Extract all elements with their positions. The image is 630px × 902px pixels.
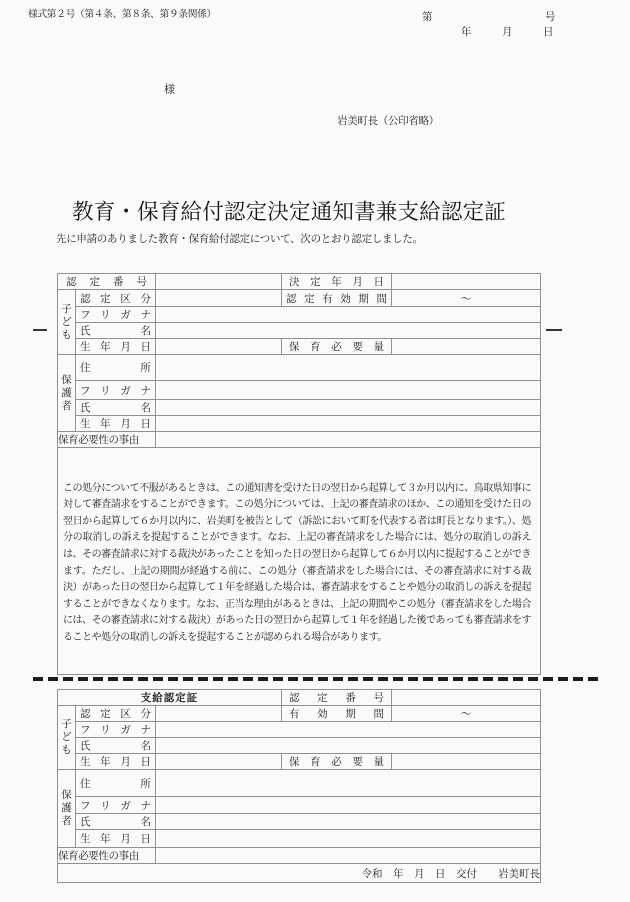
table-row: [58, 355, 541, 381]
care-reason-value: [156, 432, 541, 448]
guardian-name-label-cell: 氏 名: [76, 814, 156, 830]
child-birthdate-value: [156, 339, 282, 355]
valid-period-label-cell: 有 効 期 間: [282, 706, 392, 722]
guardian-birthdate-value: [156, 416, 541, 432]
cert-number-label-cell: 認 定 番 号: [282, 690, 392, 706]
certificate-table: [57, 689, 541, 883]
cut-line: [33, 677, 603, 681]
date-month-label: 月: [502, 26, 513, 38]
table-row: [58, 864, 541, 883]
table-row: [58, 339, 541, 355]
child-furigana-value: [156, 307, 541, 323]
table-row: [58, 738, 541, 754]
care-reason-label-cell: 保育必要性の事由: [58, 432, 156, 448]
addressee-honorific: 様: [164, 84, 175, 96]
child-birthdate-label-cell: 生 年 月 日: [76, 339, 156, 355]
category-label-cell: 認 定 区 分: [76, 290, 156, 307]
guardian-furigana-label-cell: フ リ ガ ナ: [76, 381, 156, 400]
doc-number-prefix: 第: [422, 11, 433, 23]
table-row: [58, 722, 541, 738]
category-value: [156, 290, 282, 307]
doc-number-suffix: 号: [545, 11, 556, 23]
decision-date-label-cell: 決 定 年 月 日: [282, 274, 392, 290]
issuer-name: 岩美町長（公印省略）: [337, 115, 439, 127]
child-group-label: 子 ど も: [58, 706, 76, 770]
guardian-birthdate-value: [156, 830, 541, 848]
table-row: [58, 381, 541, 400]
table-row: [58, 448, 541, 675]
child-furigana-label-cell: フ リ ガ ナ: [76, 722, 156, 738]
table-row: [58, 432, 541, 448]
appeal-notice-text: この処分について不服があるときは、この通知書を受けた日の翌日から起算して３か月以内に、鳥取県知事に対して審査請求をすることができます。この処分については、上記の審査請求のほか、この通知を受けた日の翌日から起算して６か月以内に、岩美町を被告として（訴訟において町を代表する者は町長となります。）、処分の取消しの訴えを提起することができます。なお、上記の審査請求をした場合には、処分の取消しの訴えは、その審査請求に対する裁決があったことを知った日の翌日から起算して６か月以内に提起することができます。ただし、上記の期間が経過する前に、この処分（審査請求をした場合には、その審査請求に対する裁決）があった日の翌日から起算して１年を経過した場合は、審査請求をすることや処分の取消しの訴えを提起することができなくなります。なお、正当な理由があるときは、上記の期間やこの処分（審査請求をした場合には、その審査請求に対する裁決）があった日の翌日から起算して１年を経過した後であっても審査請求をすることや処分の取消しの訴えを提起することが認められる場合があります。: [63, 482, 531, 643]
table-row: [58, 814, 541, 830]
guardian-furigana-label-cell: フ リ ガ ナ: [76, 797, 156, 814]
guardian-furigana-value: [156, 797, 541, 814]
guardian-group-label: 保 護 者: [58, 770, 76, 848]
binding-mark-left: [33, 329, 47, 331]
care-amount-value: [392, 339, 541, 355]
care-reason-label-cell: 保育必要性の事由: [58, 848, 156, 864]
issue-line: 令和 年 月 日 交付 岩美町長: [58, 864, 541, 883]
guardian-address-label-cell: 住 所: [76, 355, 156, 381]
guardian-address-value: [156, 355, 541, 381]
category-value: [156, 706, 282, 722]
guardian-name-label-cell: 氏 名: [76, 400, 156, 416]
child-birthdate-value: [156, 754, 282, 770]
table-row: [58, 416, 541, 432]
valid-period-value: ～: [392, 706, 541, 722]
child-name-value: [156, 323, 541, 339]
guardian-birthdate-label-cell: 生 年 月 日: [76, 416, 156, 432]
guardian-address-label-cell: 住 所: [76, 770, 156, 797]
table-row: [58, 323, 541, 339]
decision-date-value: [392, 274, 541, 290]
certificate-heading: 支給認定証: [58, 690, 282, 706]
lead-sentence: 先に申請のありました教育・保育給付認定について、次のとおり認定しました。: [56, 233, 423, 245]
guardian-name-value: [156, 400, 541, 416]
form-reference: 様式第２号（第４条、第８条、第９条関係）: [28, 9, 216, 20]
table-row: [58, 797, 541, 814]
child-furigana-label-cell: フ リ ガ ナ: [76, 307, 156, 323]
table-row: [58, 400, 541, 416]
table-row: [58, 848, 541, 864]
guardian-furigana-value: [156, 381, 541, 400]
guardian-group-label: 保 護 者: [58, 355, 76, 432]
notice-table: [57, 273, 541, 675]
table-row: [58, 307, 541, 323]
guardian-address-value: [156, 770, 541, 797]
cert-number-value: [392, 690, 541, 706]
date-year-label: 年: [461, 26, 472, 38]
child-birthdate-label-cell: 生 年 月 日: [76, 754, 156, 770]
child-furigana-value: [156, 722, 541, 738]
child-name-label-cell: 氏 名: [76, 323, 156, 339]
valid-period-label-cell: 認 定 有 効 期 間: [282, 290, 392, 307]
table-row: [58, 690, 541, 706]
table-row: [58, 706, 541, 722]
child-name-label-cell: 氏 名: [76, 738, 156, 754]
valid-period-value: ～: [392, 290, 541, 307]
child-group-label: 子 ど も: [58, 290, 76, 355]
care-reason-value: [156, 848, 541, 864]
date-day-label: 日: [543, 26, 554, 38]
table-row: [58, 830, 541, 848]
appeal-notice-cell: [58, 448, 541, 675]
care-amount-label-cell: 保 育 必 要 量: [282, 339, 392, 355]
category-label-cell: 認 定 区 分: [76, 706, 156, 722]
guardian-name-value: [156, 814, 541, 830]
binding-mark-right: [546, 329, 562, 331]
table-row: [58, 770, 541, 797]
care-amount-value: [392, 754, 541, 770]
guardian-birthdate-label-cell: 生 年 月 日: [76, 830, 156, 848]
child-name-value: [156, 738, 541, 754]
page-title: 教育・保育給付認定決定通知書兼支給認定証: [72, 200, 507, 224]
care-amount-label-cell: 保 育 必 要 量: [282, 754, 392, 770]
table-row: [58, 290, 541, 307]
table-row: [58, 274, 541, 290]
cert-number-value: [156, 274, 282, 290]
cert-number-label-cell: 認 定 番 号: [58, 274, 156, 290]
table-row: [58, 754, 541, 770]
